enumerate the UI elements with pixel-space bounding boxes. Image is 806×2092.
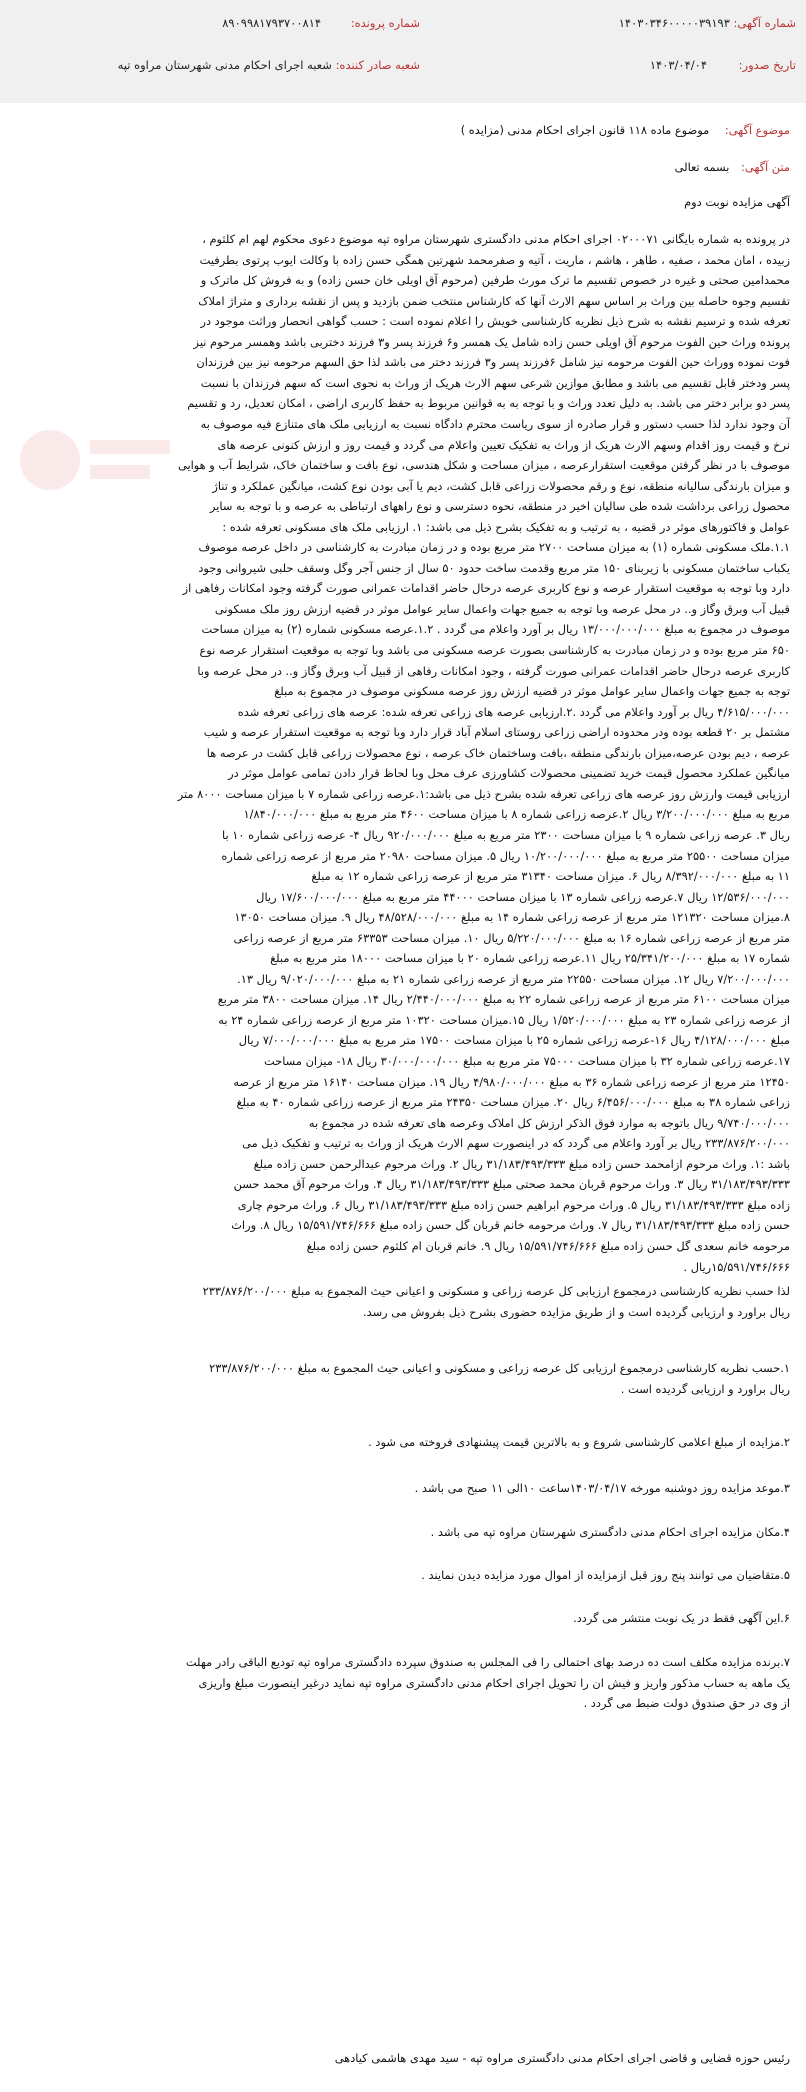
body-line: ۶۵۰ متر مربع بوده و در زمان مبادرت به کارشناسی بصورت عرصه مسکونی می باشد وبا توجه به موقعیت استقرار عرصه نوع [199,643,790,657]
body-line: ۱۲/۵۳۶/۰۰۰/۰۰۰ ریال ۷.عرصه زراعی شماره ۱۳ با میزان مساحت ۴۴۰۰۰ متر مربع به مبلغ ۱۷/۶۰۰/۰۰۰/۰۰۰ ریال [256,889,790,904]
body-line: پسر ودختر قابل تقسیم می باشد و مطابق موازین شرعی سهم الارث هریک از وراث به نحوی است که سهم فرزندان با نسبت [200,375,790,390]
body-line: میانگین عملکرد محصول قیمت خرید تضمینی محصولات کشاورزی عرف محل وبا لحاظ قرار دادن تمامی عوامل موثر در [228,766,790,781]
body-line: ۹/۷۴۰/۰۰۰/۰۰۰ ریال باتوجه به موارد فوق الذکر ارزش کل املاک وعرصه های تعرفه شده در مجموع به [308,1115,790,1130]
body-line: شماره ۱۷ به مبلغ ۲۵/۳۴۱/۲۰۰/۰۰۰ ریال ۱۱.عرصه زراعی شماره ۲۰ با میزان مساحت ۱۸۰۰۰ متر مربع به مبلغ [270,951,790,966]
body-line: کاربری عرصه درحال حاضر اقدامات عمرانی صورت گرفته ، وجود امکانات رفاهی از قبیل آب وبرق وگاز و.. در محل عرصه وبا [197,663,790,678]
body-line: متر مربع از عرصه زراعی شماره ۱۶ به مبلغ ۵/۲۲۰/۰۰۰/۰۰۰ ریال ۱۰. میزان مساحت ۶۳۳۵۳ متر مربع از عرصه زراعی [233,930,790,945]
condition-item: ۵.متقاضیان می توانند پنج روز قبل ازمزایده از اموال مورد مزایده دیدن نمایند . [421,1568,790,1582]
body-line: محصول زراعی برداشت شده طی سالیان اخیر در منطقه، نحوه دسترسی و نوع راههای ارتباطی به عرصه و با توجه به سایر [209,499,790,514]
body-line: از عرصه زراعی شماره ۲۳ به مبلغ ۱/۵۲۰/۰۰۰/۰۰۰ ریال ۱۵.میزان مساحت ۱۰۳۲۰ متر مربع از عرصه زراعی شماره ۲۴ به [218,1012,790,1027]
body-line: تقسیم وجوه حاصله بین وراث بر اساس سهم الارث آنها که کارشناس منتخب ضمن بازدید و پس از نقشه برداری و متراژ املاک [198,293,790,308]
body-line: میزان مساحت ۶۱۰۰ متر مربع از عرصه زراعی شماره ۲۲ به مبلغ ۲/۴۴۰/۰۰۰/۰۰۰ ریال ۱۴. میزان مساحت ۳۸۰۰ متر مربع [217,992,790,1007]
text-intro: بسمه تعالی [674,160,730,174]
body-line: ۴/۶۱۵/۰۰۰/۰۰۰ ریال بر آورد واعلام می گردد .۲.ارزیابی عرصه های زراعی تعرفه شده: عرصه های زراعی تعرفه شده [237,704,790,719]
body-line: عوامل و فاکتورهای موثر در قضیه ، به ترتیب و به تفکیک بشرح ذیل می باشد: ۱. ارزیابی ملک های مسکونی تعرفه شده : [222,519,790,534]
notice-title: آگهی مزایده نوبت دوم [684,195,790,209]
ad-number: ۱۴۰۳۰۳۴۶۰۰۰۰۰۳۹۱۹۳ [618,16,730,30]
body-line: در پرونده به شماره بایگانی ۰۲۰۰۰۷۱ اجرای احکام مدنی دادگستری شهرستان مراوه تپه موضوع دعوی محکوم لهم ام کلثوم ، [202,232,790,246]
ad-number-label: شماره آگهی: [733,16,796,30]
subject: موضوع ماده ۱۱۸ قانون اجرای احکام مدنی (مزایده ) [460,123,710,137]
body-line: مربع به مبلغ ۳/۲۰۰/۰۰۰/۰۰۰ ریال ۲.عرصه زراعی شماره ۸ با میزان مساحت ۴۶۰۰ متر مربع به مبلغ ۱/۸۴۰/۰۰۰/۰۰۰ [243,807,790,822]
body-line: ۱۲۴۵۰ متر مربع از عرصه زراعی شماره ۳۶ به مبلغ ۴/۹۸۰/۰۰۰/۰۰۰ ریال ۱۹. میزان مساحت ۱۶۱۴۰ متر مربع از عرصه [233,1074,790,1089]
body-line: موصوف با در نظر گرفتن موقعیت استقرارعرصه ، میزان مساحت و شکل هندسی، نوع بافت و ساختمان خاک، شرایط آب و هوایی [177,458,790,473]
body-line: دارد وبا توجه به موقعیت استقرار عرصه و نوع کاربری عرصه درحال حاضر اقدامات عمرانی صورت گرفته وجود امکانات رفاهی از [182,581,790,596]
condition-item: از وی در حق صندوق دولت ضبط می گردد . [583,1696,790,1710]
body-line: قبیل آب وبرق وگاز و.. در محل عرصه وبا توجه به جمیع جهات واعمال سایر عوامل موثر در قضیه ارزش روز ملک مسکونی [214,601,790,616]
watermark-logo [10,420,180,570]
case-number: ۸۹۰۹۹۸۱۷۹۳۷۰۰۸۱۴ [222,16,322,30]
body-line: ارزیابی قیمت وارزش روز عرصه های زراعی تعرفه شده بشرح ذیل می باشد:۱.عرصه زراعی شماره ۷ با میزان مساحت ۸۰۰۰ متر [177,786,790,801]
body-line: و میزان بارندگی سالیانه منطقه، نوع و رقم محصولات زراعی قابل کشت، دیم یا آبی بودن نوع کشت، میانگین عملکرد و تناژ [212,478,790,493]
body-line: حسن زاده مبلغ ۳۱/۱۸۳/۴۹۳/۳۳۳ ریال ۷. وراث مرحومه خانم قربان گل حسن زاده مبلغ ۱۵/۵۹۱/۷۴۶/۶۶۶ ریال ۸. وراث [231,1218,790,1233]
body-line: ۱.۱.ملک مسکونی شماره (۱) به میزان مساحت ۲۷۰۰ متر مربع بوده و در زمان مبادرت به کارشناسی در داخل عرصه موصوف [198,540,790,555]
body-line: ۷/۲۰۰/۰۰۰/۰۰۰ ریال ۱۲. میزان مساحت ۲۲۵۵۰ متر مربع از عرصه زراعی شماره ۲۱ به مبلغ ۹/۰۲۰/۰۰۰/۰۰۰ ریال ۱۳. [237,971,790,986]
body-line: مرحومه خانم سعدی گل حسن زاده مبلغ ۱۵/۵۹۱/۷۴۶/۶۶۶ ریال ۹. خانم قربان ام کلثوم حسن زاده مبلغ [306,1238,790,1253]
body-line: ۲۳۳/۸۷۶/۲۰۰/۰۰۰ ریال بر آورد واعلام می گردد که در اینصورت سهم الارث هریک از وراث به ترتیب و تفکیک ذیل می [242,1136,790,1151]
issuer: شعبه اجرای احکام مدنی شهرستان مراوه تپه [117,58,332,72]
signature: رئیس حوزه قضایی و قاضی اجرای احکام مدنی دادگستری مراوه تپه - سید مهدی هاشمی کیادهی [334,2051,790,2065]
body-line: تعرفه شده و ترسیم نقشه به شرح ذیل نظریه کارشناسی خویش را اعلام نموده است : حسب گواهی انحصار وراثت موجود در [200,314,790,329]
summary-line: لذا حسب نظریه کارشناسی درمجموع ارزیابی کل عرصه زراعی و مسکونی و اعیانی حیث المجموع به مبلغ ۲۳۳/۸۷۶/۲۰۰/۰۰۰ [202,1284,790,1298]
text-label: متن آگهی: [741,160,790,174]
condition-item: ۲.مزایده از مبلغ اعلامی کارشناسی شروع و به بالاترین قیمت پیشنهادی فروخته می شود . [368,1435,790,1449]
body-line: ۸.میزان مساحت ۱۲۱۳۲۰ متر مربع از عرصه زراعی شماره ۱۴ به مبلغ ۴۸/۵۲۸/۰۰۰/۰۰۰ ریال ۹. میزان مساحت ۱۳۰۵۰ [234,910,790,925]
body-line: موصوف در مجموع به مبلغ ۱۳/۰۰۰/۰۰۰/۰۰۰ ریال بر آورد واعلام می گردد . ۱.۲.عرصه مسکونی شماره (۲) به میزان مساحت [201,622,790,637]
body-line: ۱۱ به مبلغ ۸/۳۹۲/۰۰۰/۰۰۰ ریال ۶. میزان مساحت ۳۱۳۴۰ متر مربع از عرصه زراعی شماره ۱۲ به مبلغ [311,869,790,884]
issue-date-label: تاریخ صدور: [738,58,796,72]
body-line: فوت نموده ووراث حین الفوت مرحومه نیز شامل ۶فرزند پسر و۳ فرزند دختر می باشد لذا حق السهم مرحومه نیز بین فرزندان [196,355,790,370]
body-line: آن وجود ندارد لذا حسب دستور و قرار صادره از سوی ریاست محترم دادگاه نسبت به ارزیابی ملک های متنازع فیه موصوف به [200,416,790,431]
issuer-row [118,58,420,72]
condition-item: ریال براورد و ارزیابی گردیده است . [620,1381,790,1396]
condition-item: ۳.موعد مزایده روز دوشنبه مورخه ۱۴۰۳/۰۴/۱۷ساعت ۱۰الی ۱۱ صبح می باشد . [414,1481,790,1495]
ad-number-row [619,16,796,30]
body-line: ۱۵/۵۹۱/۷۴۶/۶۶۶ریال . [683,1259,790,1274]
body-line: زاده مبلغ ۳۱/۱۸۳/۴۹۳/۳۳۳ ریال ۵. وراث مرحوم ابراهیم حسن زاده مبلغ ۳۱/۱۸۳/۴۹۳/۳۳۳ ریال ۶. وراث مرحوم چاری [237,1197,790,1212]
issue-date: ۱۴۰۳/۰۴/۰۴ [649,58,708,72]
text-label-row [675,157,790,177]
body-line: ۱۷.عرصه زراعی شماره ۳۲ با میزان مساحت ۷۵۰۰۰ متر مربع به مبلغ ۳۰/۰۰۰/۰۰۰/۰۰۰ ریال ۱۸- میزان مساحت [263,1054,790,1068]
issuer-label: شعبه صادر کننده: [335,58,420,72]
subject-row [461,120,790,140]
body-line: زراعی شماره ۳۸ به مبلغ ۶/۴۵۶/۰۰۰/۰۰۰ ریال ۲۰. میزان مساحت ۲۴۳۵۰ متر مربع از عرصه زراعی شماره ۴۰ به مبلغ [236,1095,790,1110]
body-line: توجه به جمیع جهات واعمال سایر عوامل موثر در قضیه ارزش روز عرصه مسکونی موصوف در مجموع به مبلغ [274,684,790,699]
body-line: محمدامین صحتی و غیره در خصوص تقسیم ما ترک مورث طرفین (مرحوم آق اویلی خان حسن زاده) و به فروش کل ماترک و [200,273,790,288]
body-line: عرصه ، دیم بودن عرصه،میزان بارندگی منطقه ،بافت وساختمان خاک عرصه ، نوع محصولات زراعی قابل کشت در عرصه ها [206,745,790,760]
body-line: یکباب ساختمان مسکونی با زیربنای ۱۵۰ متر مربع وقدمت ساخت حدود ۵۰ سال از جنس آجر وگل وسقف حلبی شیروانی وجود [198,560,790,575]
body-line: ۳۱/۱۸۳/۴۹۳/۳۳۳ ریال ۳. وراث مرحوم قربان محمد صحتی مبلغ ۳۱/۱۸۳/۴۹۳/۳۳۳ ریال ۴. وراث مرحوم آق محمد حسن [233,1177,790,1192]
condition-item: ۶.این آگهی فقط در یک نوبت منتشر می گردد. [573,1611,790,1625]
body-line: نرخ و قیمت روز اقدام وسهم الارث هریک از وراث به تفکیک تعیین واعلام می گردد و قیمت روز و ارزش کنونی عرصه های [217,437,790,452]
condition-item: یک ماهه به حساب مذکور واریز و فیش ان را تحویل اجرای احکام مدنی دادگستری مراوه تپه نماید درغیر اینصورت مبلغ واریزی [198,1675,790,1690]
condition-item: ۱.حسب نظریه کارشناسی درمجموع ارزیابی کل عرصه زراعی و مسکونی و اعیانی حیث المجموع به مبلغ ۲۳۳/۸۷۶/۲۰۰/۰۰۰ [209,1361,790,1375]
case-number-row [222,16,420,30]
subject-label: موضوع آگهی: [724,123,790,137]
case-number-label: شماره پرونده: [350,16,420,30]
body-line: مبلغ ۴/۱۲۸/۰۰۰/۰۰۰ ریال ۱۶-عرصه زراعی شماره ۲۵ با میزان مساحت ۱۷۵۰۰ متر مربع به مبلغ ۷/۰۰۰/۰۰۰/۰۰۰ ریال [238,1033,790,1048]
body-line: پرونده وراث حین الفوت مرحوم آق اویلی حسن زاده شامل یک همسر و۶ فرزند پسر و۳ فرزند دختربی باشد وهمسر مرحوم نیز [193,334,790,349]
body-line: میزان مساحت ۲۵۵۰۰ متر مربع به مبلغ ۱۰/۲۰۰/۰۰۰/۰۰۰ ریال ۵. میزان مساحت ۲۰۹۸۰ متر مربع از عرصه زراعی شماره [221,848,790,863]
body-line: پسر دو برابر دختر می باشد. به دلیل تعدد وراث و با توجه به به قوانین مربوط به حفظ کاربری اراضی ، امکان تعدیل، رد و تقسیم [187,396,790,411]
summary-line: ریال براورد و ارزیابی گردیده است و از طریق مزایده حضوری بشرح ذیل بفروش می رسد. [363,1304,790,1319]
condition-item: ۴.مکان مزایده اجرای احکام مدنی دادگستری شهرستان مراوه تپه می باشد . [430,1525,790,1539]
issue-date-row [650,58,796,72]
notice-header [0,0,806,103]
body-line: باشد :۱. وراث مرحوم ازامحمد حسن زاده مبلغ ۳۱/۱۸۳/۴۹۳/۳۳۳ ریال ۲. وراث مرحوم عبدالرحمن حسن زاده مبلغ [253,1156,790,1171]
body-line: مشتمل بر ۲۰ قطعه بوده ودر محدوده اراضی زراعی روستای اسلام آباد قرار دارد وبا توجه به موقعیت استقرار عرصه و شیب [203,725,790,740]
body-line: زبیده ، امان محمد ، صفیه ، طاهر ، هاشم ، ماریت ، آتیه و صفرمحمد شهرتین همگی حسن زاده با وکالت ایوب پرتوی بطرفیت [199,252,790,267]
body-line: ریال ۳. عرصه زراعی شماره ۹ با میزان مساحت ۲۳۰۰ متر مربع به مبلغ ۹۲۰/۰۰۰/۰۰۰ ریال ۴- عرصه زراعی شماره ۱۰ با [222,827,790,842]
condition-item: ۷.برنده مزایده مکلف است ده درصد بهای احتمالی را فی المجلس به صندوق سپرده دادگستری مراوه تپه تودیع الباقی رادر مهلت [185,1655,790,1669]
